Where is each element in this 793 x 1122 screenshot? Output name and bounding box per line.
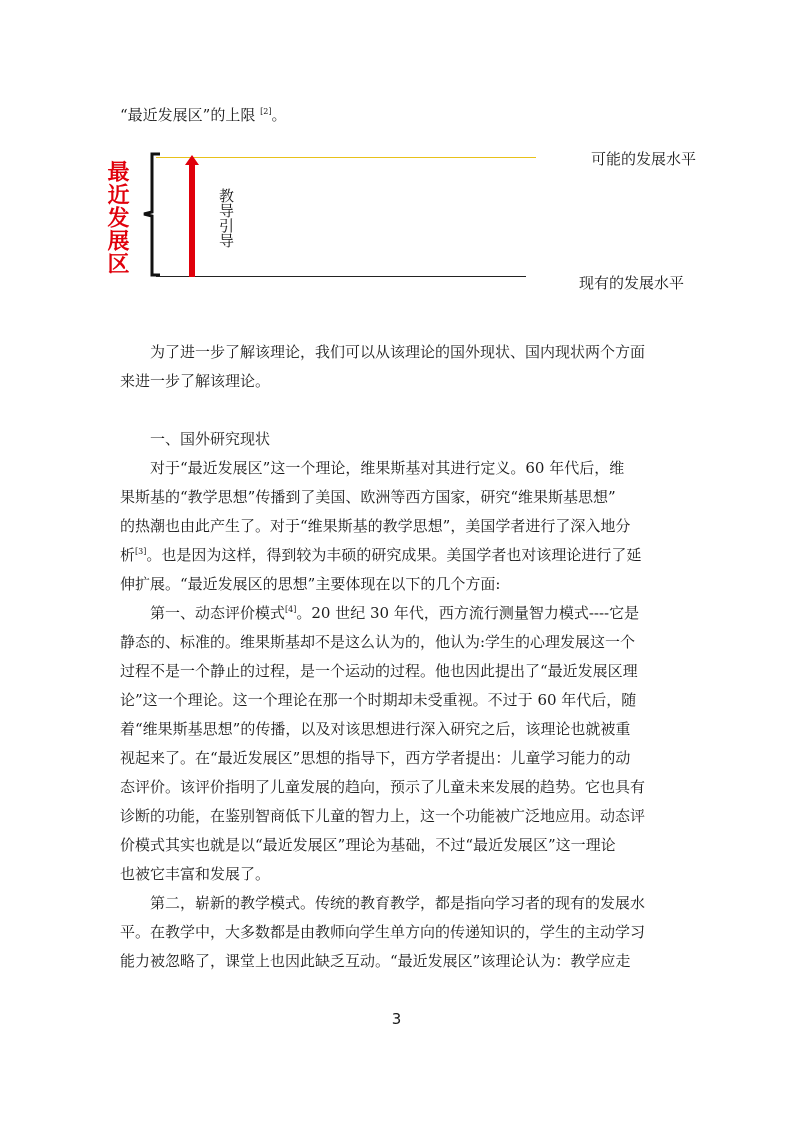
paragraph-line <box>120 545 690 565</box>
paragraph-line: 对于“最近发展区”这一个理论，维果斯基对其进行定义。60 年代后，维 <box>150 459 625 477</box>
upper-level-line <box>156 157 536 158</box>
top-line <box>120 105 690 125</box>
zone-label: 最近发展区 <box>104 160 129 275</box>
paragraph-text: 析 <box>120 546 136 564</box>
arrow-label: 教导引导 <box>217 188 235 248</box>
citation-ref: [2] <box>260 107 272 116</box>
lower-level-line <box>156 276 526 277</box>
paragraph-line: 第二，崭新的教学模式。传统的教育教学，都是指向学习者的现有的发展水 <box>150 894 646 912</box>
citation-ref: [3] <box>135 547 147 556</box>
intro-line-1: 为了进一步了解该理论，我们可以从该理论的国外现状、国内现状两个方面 <box>150 343 646 361</box>
paragraph-line: 也被它丰富和发展了。 <box>120 865 271 883</box>
paragraph-line: 视起来了。在“最近发展区”思想的指导下，西方学者提出：儿童学习能力的动 <box>120 749 631 767</box>
upper-level-label: 可能的发展水平 <box>591 150 697 168</box>
paragraph-line: 过程不是一个静止的过程，是一个运动的过程。他也因此提出了“最近发展区理 <box>120 662 638 680</box>
paragraph-text: 第一、动态评价模式 <box>150 604 286 622</box>
section-heading: 一、国外研究现状 <box>150 430 271 448</box>
paragraph-line: 的热潮也由此产生了。对于“维果斯基的教学思想”，美国学者进行了深入地分 <box>120 517 631 535</box>
paragraph-text: 。也是因为这样，得到较为丰硕的研究成果。美国学者也对该理论进行了延 <box>146 546 642 564</box>
upward-arrow-icon <box>185 155 199 277</box>
bracket-shape <box>140 152 164 277</box>
paragraph-line: 静态的、标准的。维果斯基却不是这么认为的，他认为:学生的心理发展这一个 <box>120 633 636 651</box>
paragraph-line: 诊断的功能，在鉴别智商低下儿童的智力上，这一个功能被广泛地应用。动态评 <box>120 807 646 825</box>
citation-ref: [4] <box>285 605 297 614</box>
intro-line-2: 来进一步了解该理论。 <box>120 372 271 390</box>
paragraph-line: 论”这一个理论。这一个理论在那一个时期却未受重视。不过于 60 年代后，随 <box>120 691 637 709</box>
page-number: 3 <box>391 1010 402 1028</box>
paragraph-line: 态评价。该评价指明了儿童发展的趋向，预示了儿童未来发展的趋势。它也具有 <box>120 778 646 796</box>
paragraph-line: 伸扩展。“最近发展区的思想”主要体现在以下的几个方面: <box>120 575 501 593</box>
paragraph-line: 着“维果斯基思想”的传播，以及对该思想进行深入研究之后，该理论也就被重 <box>120 720 631 738</box>
paragraph-line: 果斯基的“教学思想”传播到了美国、欧洲等西方国家，研究“维果斯基思想” <box>120 488 616 506</box>
paragraph-line: 平。在教学中，大多数都是由教师向学生单方向的传递知识的，学生的主动学习 <box>120 923 646 941</box>
paragraph-line: 能力被忽略了，课堂上也因此缺乏互动。“最近发展区”该理论认为：教学应走 <box>120 952 631 970</box>
paragraph-line <box>150 603 720 623</box>
top-line-end: 。 <box>271 106 287 124</box>
paragraph-line: 价模式其实也就是以“最近发展区”理论为基础，不过“最近发展区”这一理论 <box>120 836 616 854</box>
top-line-text: “最近发展区”的上限 <box>120 106 256 124</box>
lower-level-label: 现有的发展水平 <box>579 274 685 292</box>
paragraph-text: 。20 世纪 30 年代，西方流行测量智力模式----它是 <box>296 604 640 622</box>
